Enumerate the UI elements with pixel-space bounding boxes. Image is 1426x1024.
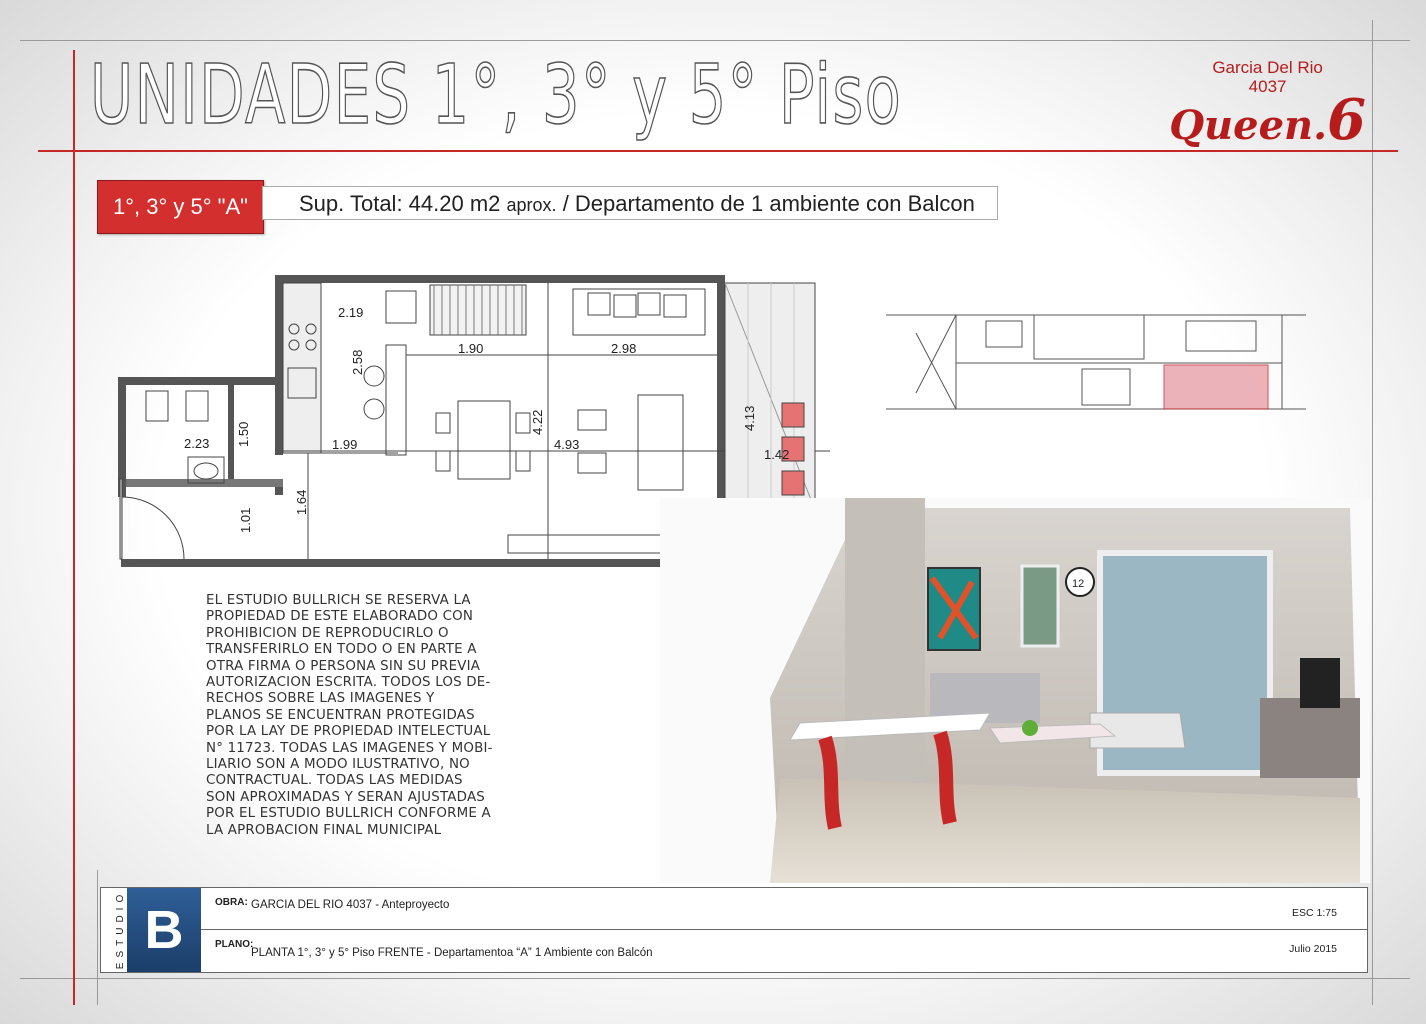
obra-label: OBRA: (215, 897, 248, 908)
plano-row (201, 930, 1367, 972)
plano-label: PLANO: (215, 939, 254, 950)
header-rule (38, 150, 1398, 152)
dim-label: 1.64 (294, 489, 309, 515)
dim-label: 2.58 (350, 349, 365, 375)
dim-label: 1.01 (238, 507, 253, 533)
interior-render-image (660, 498, 1370, 883)
dim-label: 2.98 (611, 341, 637, 356)
frame-line-bottom (20, 978, 1410, 979)
dim-label: 4.13 (742, 405, 757, 431)
frame-line-right (1372, 20, 1373, 1005)
dim-label: 2.19 (338, 305, 364, 320)
dim-label: 4.93 (554, 437, 580, 452)
dim-label: 1.90 (458, 341, 484, 356)
dim-label: 4.22 (530, 409, 545, 435)
brand-logo (1169, 58, 1366, 153)
brand-logo-mark (1169, 87, 1366, 153)
legal-disclaimer: EL ESTUDIO BULLRICH SE RESERVA LA PROPIEDAD DE ESTE ELABORADO CON PROHIBICION DE REPRODUCIRLO O TRANSFERIRLO EN TODO O EN PARTE A OTRA FIRMA O PERSONA SIN SU PREVIA AUTORIZACION ESCRITA. TODOS LOS DE- RECHOS SOBRE LAS IMAGENES Y PLANOS SE ENCUENTRAN PROTEGIDAS POR LA LAY DE PROPIEDAD INTELECTUAL N° 11723. TODAS LAS IMAGENES Y MOBI- LIARIO SON A MODO ILUSTRATIVO, NO CONTRACTUAL. TODAS LAS MEDIDAS SON APROXIMADAS Y SERAN AJUSTADAS POR EL ESTUDIO BULLRICH CONFORME A LA APROBACION FINAL MUNICIPAL (206, 593, 493, 838)
studio-side-label (101, 888, 127, 972)
brand-line-1: Garcia Del Rio (1212, 58, 1323, 77)
dim-label: 1.42 (764, 447, 790, 462)
surface-summary (262, 186, 998, 220)
page-title: UNIDADES 1°, 3° y 5° Piso (90, 48, 903, 143)
scale-value: ESC 1:75 (1292, 907, 1337, 919)
frame-line-top (20, 40, 1410, 41)
frame-line-left (97, 870, 98, 1005)
margin-rule (73, 50, 75, 1005)
obra-row (201, 888, 1367, 930)
brand-logo-number: 6 (1327, 87, 1366, 153)
studio-side-text: ESTUDIO (115, 889, 127, 970)
unit-description: / Departamento de 1 ambiente con Balcon (562, 191, 975, 216)
brand-line-2: 4037 (1248, 77, 1287, 96)
render-clock-number: 12 (1072, 578, 1085, 590)
dim-label: 1.50 (236, 421, 251, 447)
dim-label: 2.23 (184, 436, 210, 451)
title-block (100, 887, 1368, 973)
unit-tag: 1°, 3° y 5° "A" (97, 180, 264, 234)
dim-label: 1.99 (332, 437, 358, 452)
date-value: Julio 2015 (1289, 943, 1337, 955)
highlighted-unit (1164, 365, 1268, 409)
plano-value: PLANTA 1°, 3° y 5° Piso FRENTE - Departamentoa “A” 1 Ambiente con Balcón (251, 947, 653, 959)
brand-logo-text: Queen. (1169, 102, 1328, 149)
key-plan (886, 313, 1306, 413)
studio-logo: B (127, 888, 201, 972)
surface-total: Sup. Total: 44.20 m2 (299, 191, 501, 216)
surface-approx: aprox. (506, 195, 557, 215)
obra-value: GARCIA DEL RIO 4037 - Anteproyecto (251, 899, 450, 911)
